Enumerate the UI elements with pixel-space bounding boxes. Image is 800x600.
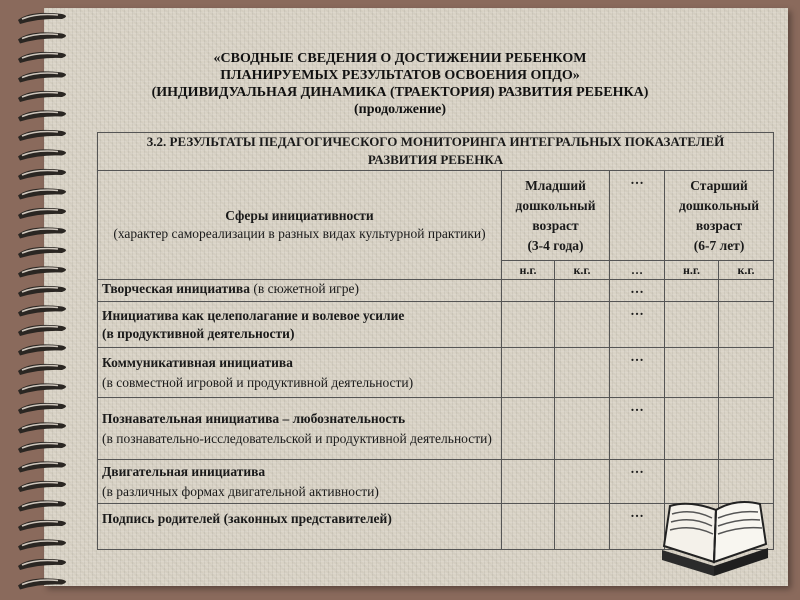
cell-ng-senior[interactable]	[665, 460, 719, 504]
row-title: Творческая инициатива	[102, 281, 250, 296]
table-row	[98, 280, 774, 302]
spheres-title: Сферы инициативности	[225, 208, 374, 223]
row-note: (в продуктивной деятельности)	[102, 325, 295, 341]
cell-kg-senior[interactable]	[719, 398, 774, 460]
monitoring-table	[97, 132, 774, 550]
cell-kg-junior[interactable]	[555, 280, 610, 302]
row-label	[98, 280, 502, 302]
column-header-spheres	[98, 171, 502, 280]
row-title: Двигательная инициатива	[102, 463, 266, 479]
cell-middle: …	[610, 348, 665, 398]
cell-ng-senior[interactable]	[665, 348, 719, 398]
cell-kg-junior[interactable]	[555, 460, 610, 504]
cell-ng-junior[interactable]	[502, 504, 555, 550]
subheader-kg-senior: к.г.	[719, 261, 774, 280]
row-title: Коммуникативная инициатива	[102, 354, 293, 370]
cell-ng-senior[interactable]	[665, 302, 719, 348]
cell-kg-junior[interactable]	[555, 348, 610, 398]
table-row	[98, 348, 774, 398]
spheres-description: (характер самореализации в разных видах культурной практики)	[113, 226, 486, 241]
row-note: (в сюжетной игре)	[249, 281, 359, 296]
cell-ng-junior[interactable]	[502, 280, 555, 302]
row-label	[98, 504, 502, 550]
section-heading	[98, 133, 774, 171]
cell-ng-junior[interactable]	[502, 460, 555, 504]
row-note: (в познавательно-исследовательской и продуктивной деятельности)	[102, 430, 492, 446]
column-header-middle: …	[610, 171, 665, 261]
subheader-kg-junior: к.г.	[555, 261, 610, 280]
column-header-senior	[665, 171, 774, 261]
cell-ng-senior[interactable]	[665, 280, 719, 302]
junior-line-3: возраст	[532, 217, 579, 233]
cell-kg-junior[interactable]	[555, 504, 610, 550]
senior-line-4: (6-7 лет)	[693, 237, 745, 253]
subheader-ng-senior: н.г.	[665, 261, 719, 280]
junior-line-4: (3-4 года)	[527, 237, 584, 253]
cell-ng-senior[interactable]	[665, 398, 719, 460]
row-title: Познавательная инициатива – любознательность	[102, 410, 406, 426]
junior-line-2: дошкольный	[515, 197, 596, 213]
cell-ng-junior[interactable]	[502, 398, 555, 460]
row-title: Подпись родителей (законных представителей)	[102, 511, 392, 526]
cell-middle: …	[610, 280, 665, 302]
section-heading-line-2: РАЗВИТИЯ РЕБЕНКА	[367, 152, 504, 167]
title-line-3: (ИНДИВИДУАЛЬНАЯ ДИНАМИКА (ТРАЕКТОРИЯ) РАЗВИТИЯ РЕБЕНКА)	[151, 85, 649, 100]
row-title: Инициатива как целеполагание и волевое усилие	[102, 307, 405, 323]
title-line-2: ПЛАНИРУЕМЫХ РЕЗУЛЬТАТОВ ОСВОЕНИЯ ОПДО»	[220, 68, 580, 83]
cell-kg-senior[interactable]	[719, 302, 774, 348]
senior-line-3: возраст	[695, 217, 743, 233]
senior-line-2: дошкольный	[679, 197, 760, 213]
cell-middle: …	[610, 504, 665, 550]
row-note: (в различных формах двигательной активности)	[102, 483, 379, 499]
row-label	[98, 460, 502, 504]
subheader-ng-junior: н.г.	[502, 261, 555, 280]
spiral-binding-icon	[0, 0, 90, 600]
title-line-1: «СВОДНЫЕ СВЕДЕНИЯ О ДОСТИЖЕНИИ РЕБЕНКОМ	[213, 51, 587, 66]
cell-kg-senior[interactable]	[719, 460, 774, 504]
cell-middle: …	[610, 302, 665, 348]
table-row	[98, 398, 774, 460]
page-title	[100, 50, 700, 118]
table-row	[98, 302, 774, 348]
cell-ng-junior[interactable]	[502, 302, 555, 348]
table-row	[98, 460, 774, 504]
cell-kg-junior[interactable]	[555, 302, 610, 348]
column-header-junior	[502, 171, 610, 261]
row-label	[98, 302, 502, 348]
junior-line-1: Младший	[525, 177, 586, 193]
title-line-4: (продолжение)	[353, 102, 447, 117]
senior-line-1: Старший	[690, 177, 748, 193]
row-label	[98, 398, 502, 460]
row-note: (в совместной игровой и продуктивной деятельности)	[102, 374, 414, 390]
row-label	[98, 348, 502, 398]
cell-middle: …	[610, 398, 665, 460]
open-book-icon	[656, 500, 776, 580]
cell-kg-senior[interactable]	[719, 280, 774, 302]
cell-middle: …	[610, 460, 665, 504]
cell-kg-senior[interactable]	[719, 348, 774, 398]
cell-ng-junior[interactable]	[502, 348, 555, 398]
section-heading-line-1: 3.2. РЕЗУЛЬТАТЫ ПЕДАГОГИЧЕСКОГО МОНИТОРИНГА ИНТЕГРАЛЬНЫХ ПОКАЗАТЕЛЕЙ	[146, 134, 725, 149]
subheader-middle: …	[610, 261, 665, 280]
cell-kg-junior[interactable]	[555, 398, 610, 460]
